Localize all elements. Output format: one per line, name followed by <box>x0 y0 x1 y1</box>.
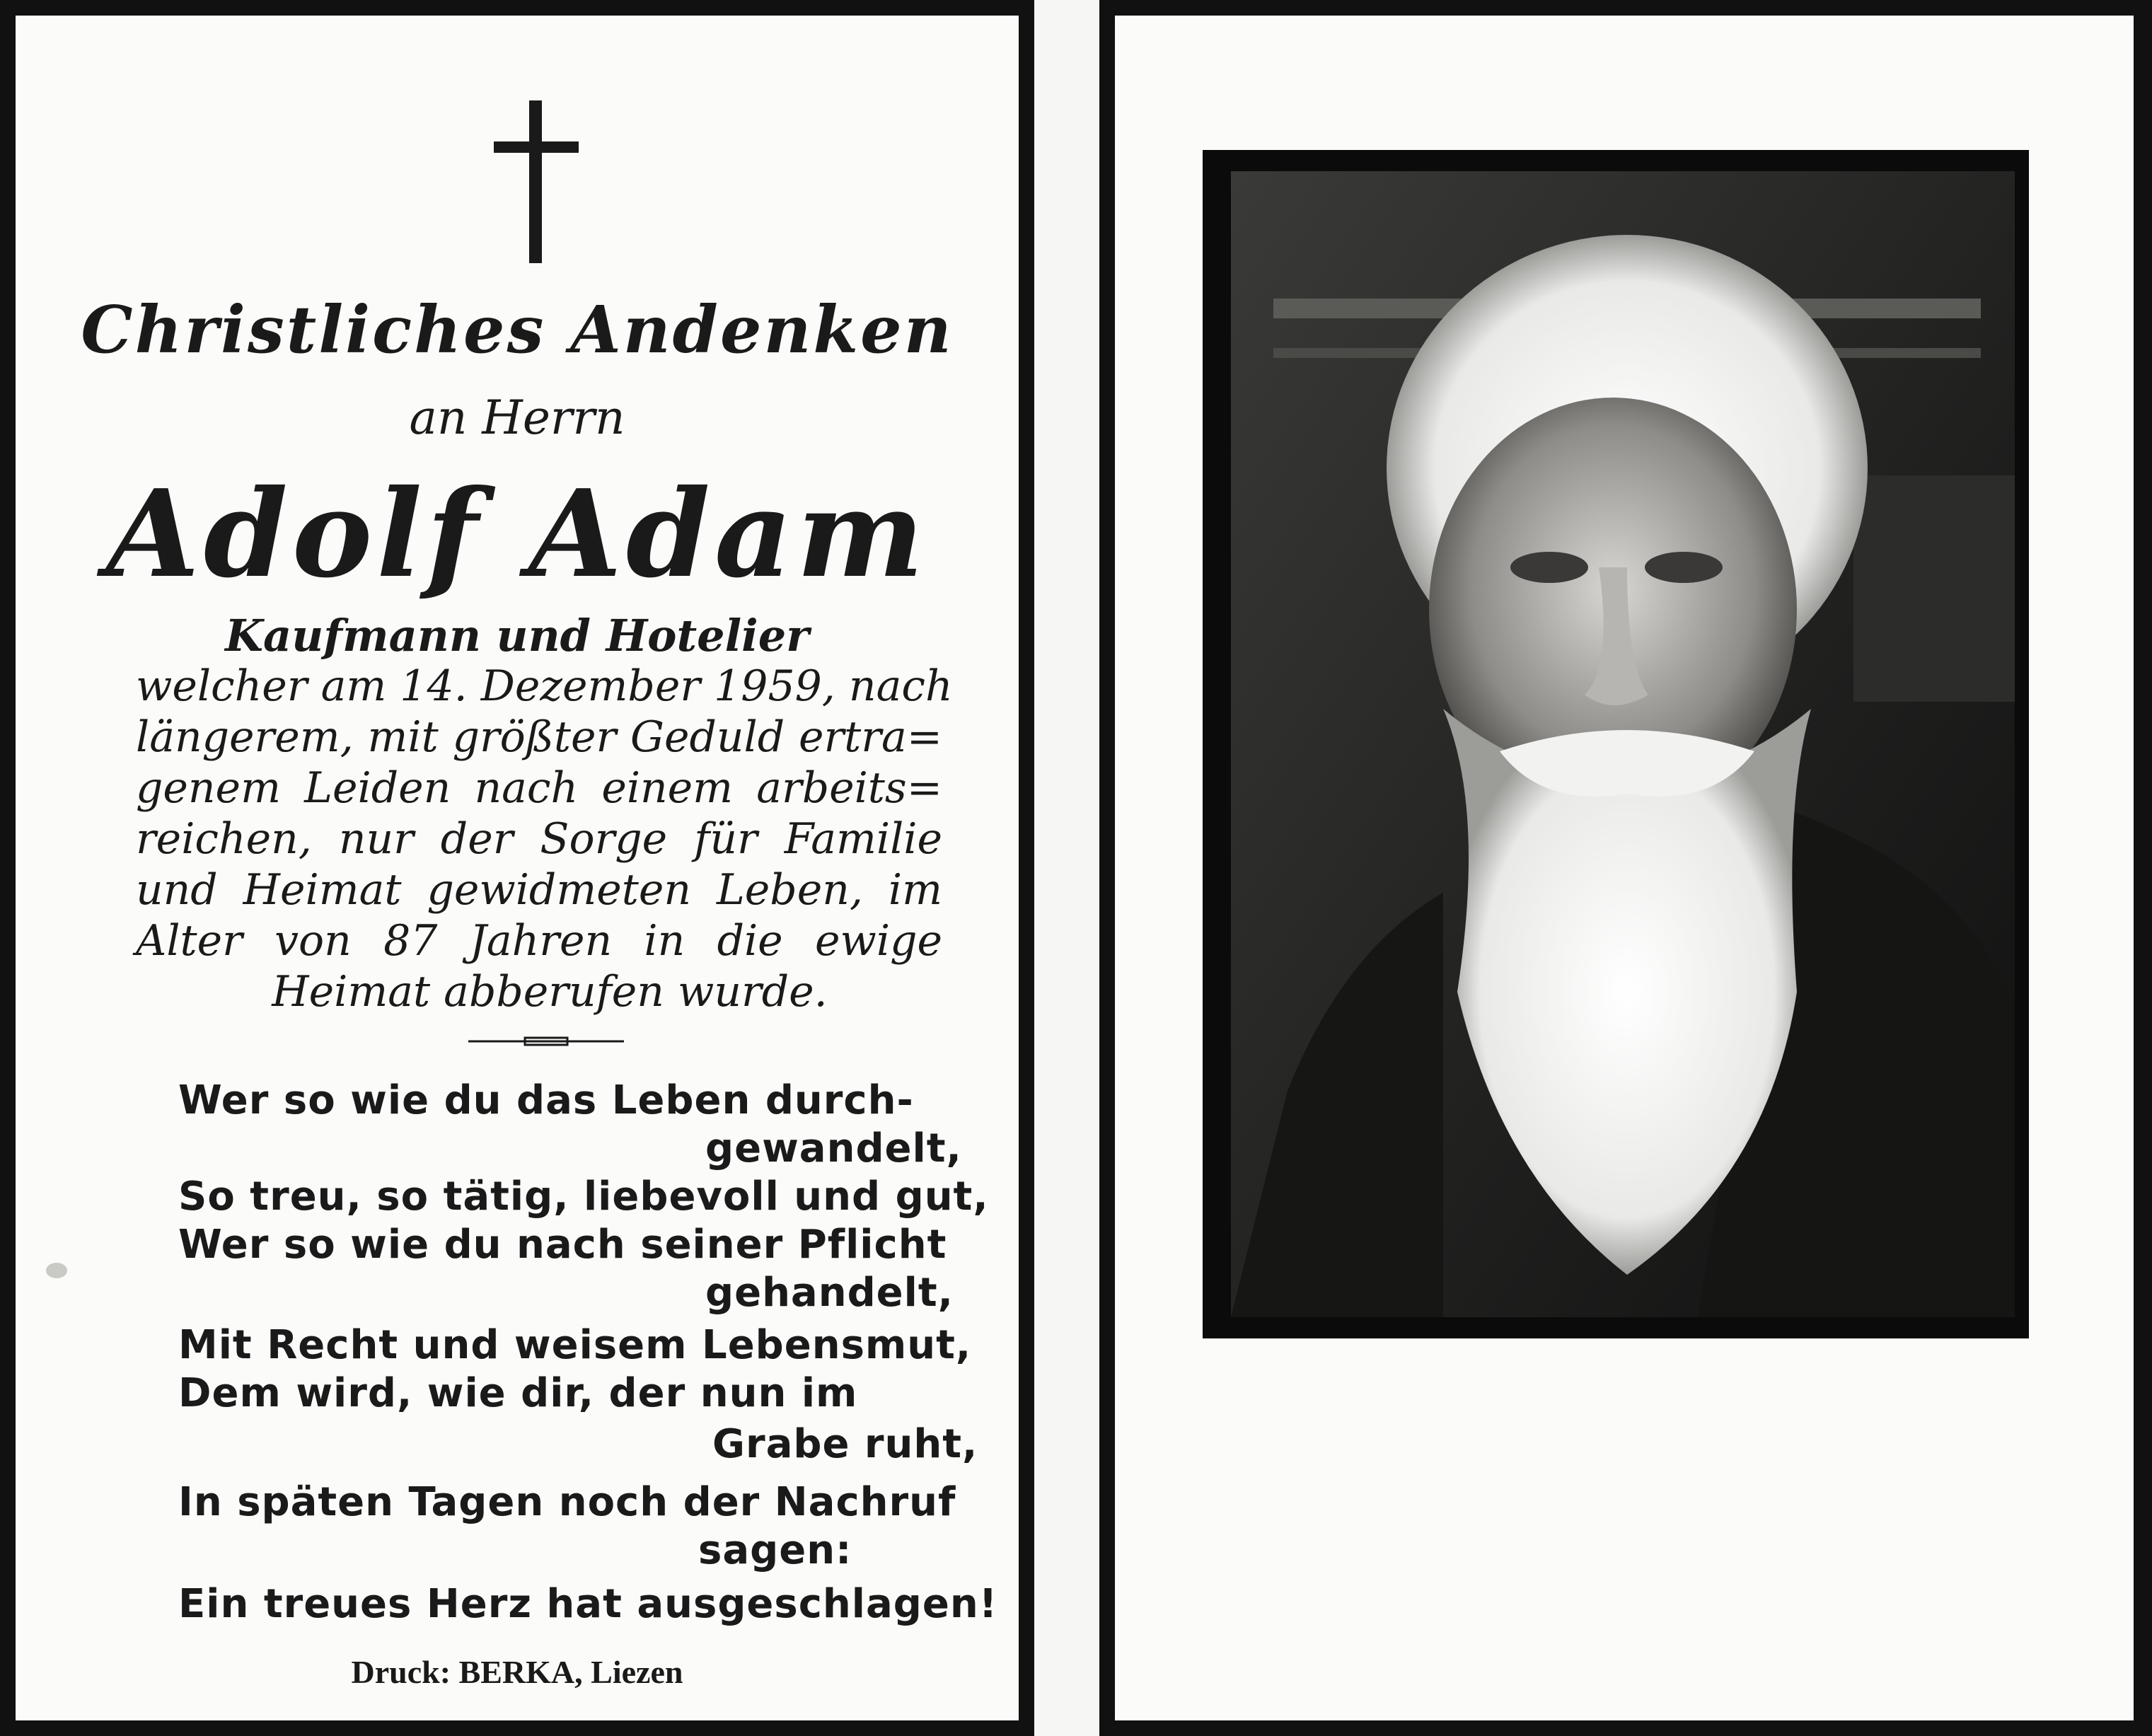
poem-line: In späten Tagen noch der Nachruf <box>178 1479 956 1525</box>
portrait-illustration <box>1231 171 2015 1317</box>
name-prefix: an Herrn <box>409 390 625 445</box>
poem-line: gewandelt, <box>705 1125 962 1171</box>
card-heading: Christliches Andenken <box>81 291 954 368</box>
bio-line: genem Leiden nach einem arbeits= <box>136 763 942 813</box>
portrait-photo-frame <box>1203 150 2029 1338</box>
bio-line: und Heimat gewidmeten Leben, im <box>136 865 942 915</box>
poem-line: Wer so wie du das Leben durch- <box>178 1077 914 1123</box>
poem-line: Mit Recht und weisem Lebensmut, <box>178 1322 972 1368</box>
poem-line: sagen: <box>698 1527 852 1573</box>
printer-credit: Druck: BERKA, Liezen <box>351 1654 683 1690</box>
paper-speck <box>46 1263 67 1278</box>
deceased-name: Adolf Adam <box>106 463 928 605</box>
poem-line: So treu, so tätig, liebevoll und gut, <box>178 1174 989 1220</box>
poem-line: Wer so wie du nach seiner Pflicht <box>178 1222 947 1268</box>
bio-line: Alter von 87 Jahren in die ewige <box>136 916 942 966</box>
divider-ornament <box>468 1034 624 1048</box>
bio-line: reichen, nur der Sorge für Familie <box>136 814 942 864</box>
memorial-card-text-panel <box>0 0 1034 1736</box>
profession-line: Kaufmann und Hotelier <box>225 610 809 661</box>
cross-icon <box>494 100 579 263</box>
bio-line: welcher am 14. Dezember 1959, nach <box>136 661 953 711</box>
poem-line: Ein treues Herz hat ausgeschlagen! <box>178 1581 998 1627</box>
portrait-photo <box>1231 171 2015 1317</box>
poem-line: Dem wird, wie dir, der nun im <box>178 1370 858 1416</box>
poem-line: Grabe ruht, <box>712 1421 978 1467</box>
poem-line: gehandelt, <box>705 1270 954 1316</box>
bio-line: längerem, mit größter Geduld ertra= <box>136 712 942 762</box>
bio-line: Heimat abberufen wurde. <box>272 967 828 1017</box>
